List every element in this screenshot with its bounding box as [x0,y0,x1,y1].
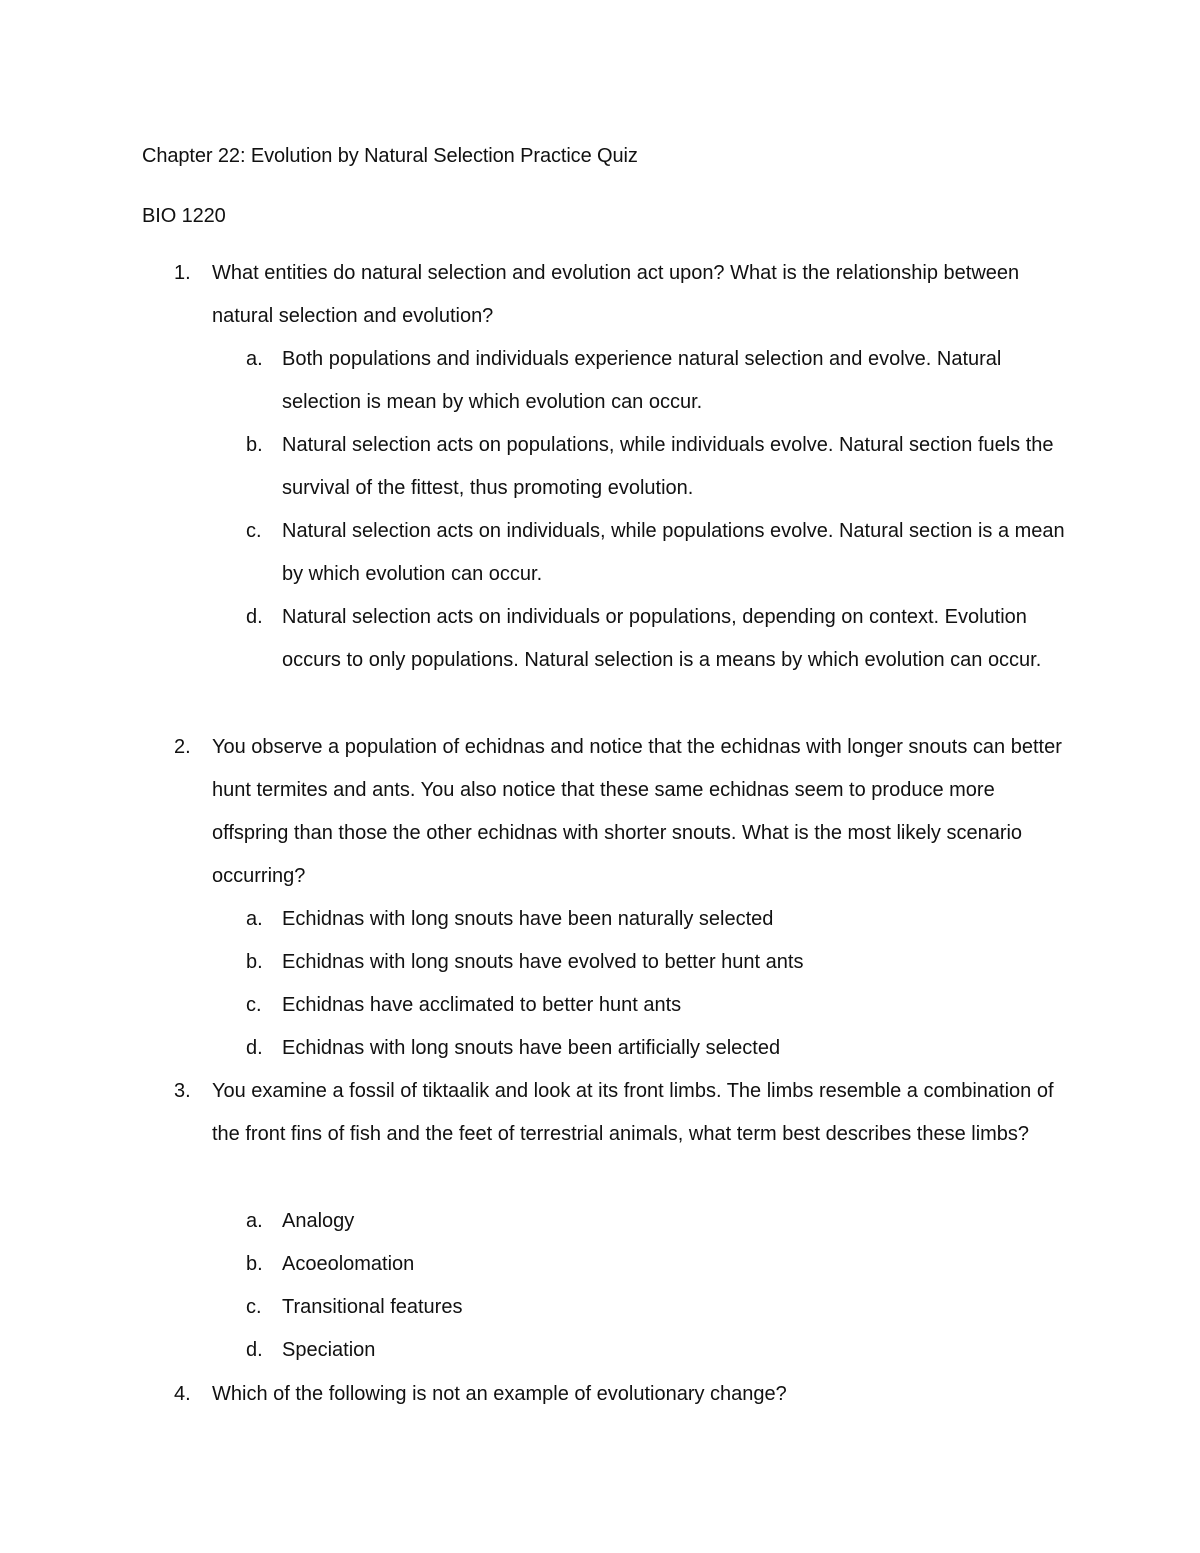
option-letter: b. [246,1253,263,1275]
option-letter: a. [246,1210,263,1232]
option-letter: b. [246,951,263,973]
option-text: Natural selection acts on individuals or populations, depending on context. Evolution occurs to only populations. Natural selection is a means by which evolution can occur. [282,606,1042,671]
document-title: Chapter 22: Evolution by Natural Selection Practice Quiz [142,145,638,167]
option-letter: a. [246,348,263,370]
option-text: Speciation [282,1339,376,1361]
option-text: Echidnas have acclimated to better hunt ants [282,994,682,1016]
option-text: Echidnas with long snouts have been artificially selected [282,1037,781,1059]
option-text: Natural selection acts on individuals, while populations evolve. Natural section is a mean by which evolution can occur. [282,520,1065,585]
question-text: What entities do natural selection and evolution act upon? What is the relationship between natural selection and evolution? [212,262,1020,327]
option-text: Natural selection acts on populations, while individuals evolve. Natural section fuels the survival of the fittest, thus promoting evolution. [282,434,1054,499]
option-letter: d. [246,1037,263,1059]
option-letter: c. [246,994,262,1016]
option-letter: c. [246,520,262,542]
question-text: You examine a fossil of tiktaalik and look at its front limbs. The limbs resemble a combination of the front fins of fish and the feet of terrestrial animals, what term best describes these limbs? [212,1080,1054,1145]
option-text: Analogy [282,1210,355,1232]
option-letter: c. [246,1296,262,1318]
option-letter: d. [246,1339,263,1361]
question-number: 4. [174,1383,191,1405]
question-number: 1. [174,262,191,284]
option-letter: d. [246,606,263,628]
option-text: Transitional features [282,1296,463,1318]
option-text: Acoeolomation [282,1253,415,1275]
question-text: Which of the following is not an example of evolutionary change? [212,1383,787,1405]
option-text: Echidnas with long snouts have evolved to better hunt ants [282,951,804,973]
option-text: Both populations and individuals experience natural selection and evolve. Natural selection is mean by which evolution can occur. [282,348,1002,413]
question-number: 2. [174,736,191,758]
option-letter: b. [246,434,263,456]
option-letter: a. [246,908,263,930]
question-text: You observe a population of echidnas and notice that the echidnas with longer snouts can better hunt termites and ants. You also notice that these same echidnas seem to produce more offspring than those the other echidnas with shorter snouts. What is the most likely scenario occurring? [212,736,1062,887]
course-code: BIO 1220 [142,205,226,227]
question-number: 3. [174,1080,191,1102]
option-text: Echidnas with long snouts have been naturally selected [282,908,774,930]
